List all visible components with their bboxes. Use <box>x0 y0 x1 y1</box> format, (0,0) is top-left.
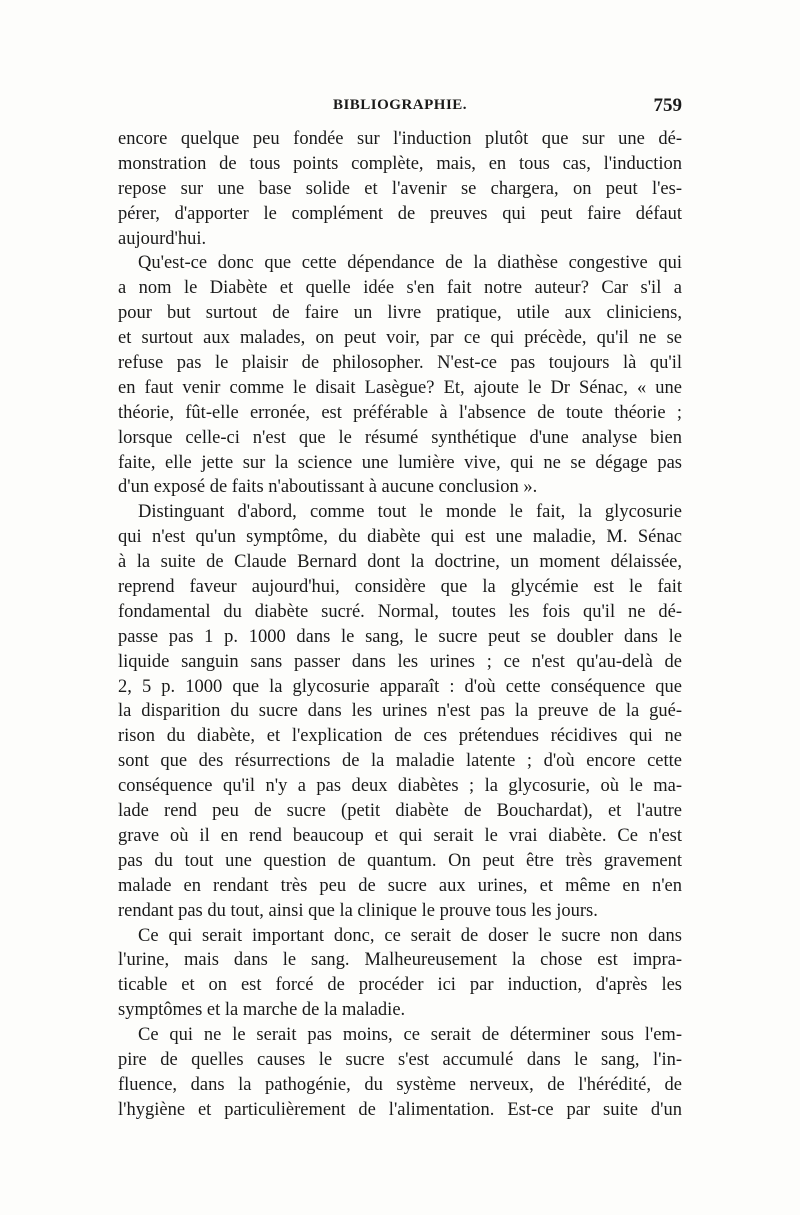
text-line: lade rend peu de sucre (petit diabète de Bouchardat), et l'autre <box>118 801 682 822</box>
text-line: aujourd'hui. <box>118 228 207 249</box>
text-line: sont que des résurrections de la maladie latente ; d'où encore cette <box>118 751 682 772</box>
text-line: encore quelque peu fondée sur l'induction plutôt que sur une dé- <box>118 129 682 149</box>
text-line: malade en rendant très peu de sucre aux urines, et même en n'en <box>118 875 682 896</box>
text-line: rendant pas du tout, ainsi que la clinique le prouve tous les jours. <box>118 900 598 921</box>
paragraph <box>118 127 682 251</box>
text-line: repose sur une base solide et l'avenir se chargera, on peut l'es- <box>118 178 682 199</box>
text-line: pour but surtout de faire un livre pratique, utile aux cliniciens, <box>118 303 682 324</box>
text-line: lorsque celle-ci n'est que le résumé synthétique d'une analyse bien <box>118 427 682 448</box>
text-line: l'urine, mais dans le sang. Malheureusement la chose est impra- <box>118 950 682 971</box>
text-line: rison du diabète, et l'explication de ces prétendues récidives qui ne <box>118 726 682 747</box>
text-line: en faut venir comme le disait Lasègue? Et, ajoute le Dr Sénac, « une <box>118 377 682 398</box>
text-line: passe pas 1 p. 1000 dans le sang, le sucre peut se doubler dans le <box>118 626 682 647</box>
text-line: conséquence qu'il n'y a pas deux diabètes ; la glycosurie, où le ma- <box>118 776 682 797</box>
text-line: faite, elle jette sur la science une lumière vive, qui ne se dégage pas <box>118 452 682 473</box>
text-line: Ce qui serait important donc, ce serait de doser le sucre non dans <box>138 925 682 946</box>
paragraph <box>118 924 682 1024</box>
text-line: refuse pas le plaisir de philosopher. N'est-ce pas toujours là qu'il <box>118 353 682 374</box>
page-header <box>118 97 682 121</box>
text-line: reprend faveur aujourd'hui, considère que la glycémie est le fait <box>118 577 682 598</box>
text-line: fondamental du diabète sucré. Normal, toutes les fois qu'il ne dé- <box>118 601 682 622</box>
running-title: BIBLIOGRAPHIE. <box>332 97 468 113</box>
text-line: d'un exposé de faits n'aboutissant à aucune conclusion ». <box>118 477 538 498</box>
text-line: l'hygiène et particulièrement de l'alimentation. Est-ce par suite d'un <box>118 1099 682 1120</box>
text-line: qui n'est qu'un symptôme, du diabète qui est une maladie, M. Sénac <box>118 527 682 548</box>
page-number: 759 <box>653 95 682 116</box>
text-line: symptômes et la marche de la maladie. <box>118 1000 406 1021</box>
text-line: a nom le Diabète et quelle idée s'en fait notre auteur? Car s'il a <box>118 278 682 299</box>
text-line: Qu'est-ce donc que cette dépendance de la diathèse congestive qui <box>138 253 682 274</box>
paragraph <box>118 500 682 923</box>
text-line: ticable et on est forcé de procéder ici par induction, d'après les <box>118 975 682 996</box>
text-line: et surtout aux malades, on peut voir, par ce qui précède, qu'il ne se <box>118 328 682 349</box>
text-line: Ce qui ne le serait pas moins, ce serait de déterminer sous l'em- <box>138 1025 682 1046</box>
text-line: grave où il en rend beaucoup et qui serait le vrai diabète. Ce n'est <box>118 825 682 846</box>
text-line: monstration de tous points complète, mais, en tous cas, l'induction <box>118 153 682 174</box>
paragraph <box>118 1023 682 1123</box>
text-line: pas du tout une question de quantum. On peut être très gravement <box>118 850 682 871</box>
text-line: liquide sanguin sans passer dans les urines ; ce n'est qu'au-delà de <box>118 651 682 672</box>
paragraph <box>118 251 682 500</box>
text-line: pire de quelles causes le sucre s'est accumulé dans le sang, l'in- <box>118 1049 682 1070</box>
text-line: la disparition du sucre dans les urines n'est pas la preuve de la gué- <box>118 701 682 722</box>
text-line: Distinguant d'abord, comme tout le monde le fait, la glycosurie <box>138 502 682 523</box>
text-line: 2, 5 p. 1000 que la glycosurie apparaît : d'où cette conséquence que <box>118 676 682 697</box>
text-line: à la suite de Claude Bernard dont la doctrine, un moment délaissée, <box>118 552 682 573</box>
body-text <box>118 127 682 1123</box>
text-line: théorie, fût-elle erronée, est préférable à l'absence de toute théorie ; <box>118 402 682 423</box>
text-line: fluence, dans la pathogénie, du système nerveux, de l'hérédité, de <box>118 1074 682 1095</box>
text-line: pérer, d'apporter le complément de preuves qui peut faire défaut <box>118 203 682 224</box>
